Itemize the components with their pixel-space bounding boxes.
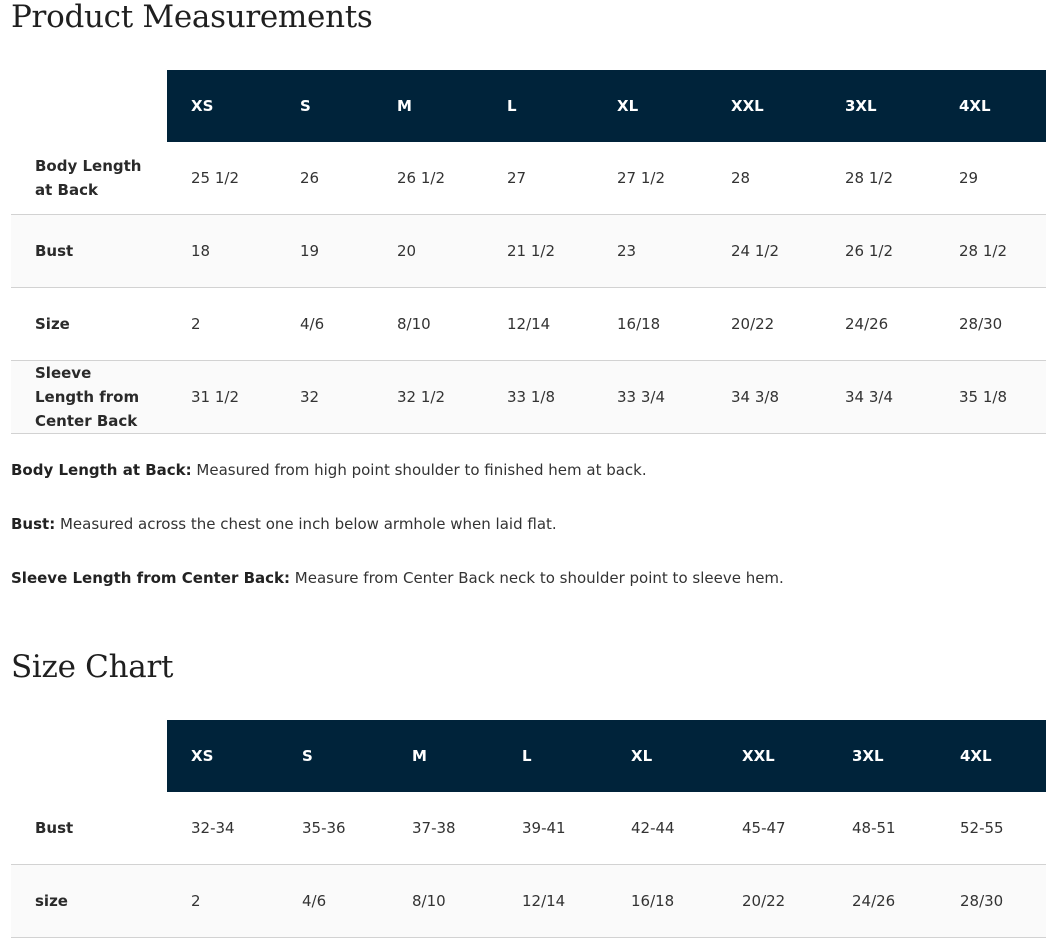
- note-sleeve-length: [11, 569, 784, 587]
- header-size-xl: XL: [593, 70, 707, 142]
- table-cell: 21 1/2: [483, 215, 593, 288]
- table-cell: 39-41: [498, 792, 607, 865]
- row-label: Body Length at Back: [11, 142, 167, 215]
- header-size-3xl: 3XL: [828, 720, 936, 792]
- table-cell: 12/14: [498, 865, 607, 938]
- header-size-l: L: [483, 70, 593, 142]
- table-cell: 27: [483, 142, 593, 215]
- table-row: [11, 792, 1046, 865]
- size-chart-title: Size Chart: [11, 649, 174, 685]
- table-cell: 33 3/4: [593, 361, 707, 434]
- table-cell: 4/6: [278, 865, 388, 938]
- table-cell: 28: [707, 142, 821, 215]
- row-label: Size: [11, 288, 167, 361]
- note-bust: [11, 515, 557, 533]
- table-cell: 52-55: [936, 792, 1046, 865]
- header-size-xl: XL: [607, 720, 718, 792]
- table-cell: 12/14: [483, 288, 593, 361]
- table-cell: 29: [935, 142, 1046, 215]
- table-cell: 42-44: [607, 792, 718, 865]
- table-cell: 28/30: [935, 288, 1046, 361]
- table-cell: 24/26: [828, 865, 936, 938]
- table-cell: 8/10: [388, 865, 498, 938]
- table-cell: 27 1/2: [593, 142, 707, 215]
- header-size-4xl: 4XL: [935, 70, 1046, 142]
- table-cell: 33 1/8: [483, 361, 593, 434]
- row-label: size: [11, 865, 167, 938]
- table-row: [11, 215, 1046, 288]
- table-cell: 28/30: [936, 865, 1046, 938]
- header-size-s: S: [278, 720, 388, 792]
- table-cell: 34 3/8: [707, 361, 821, 434]
- table-cell: 8/10: [373, 288, 483, 361]
- note-text: Measured from high point shoulder to finished hem at back.: [191, 461, 647, 479]
- header-size-xxl: XXL: [707, 70, 821, 142]
- header-size-xxl: XXL: [718, 720, 828, 792]
- table-cell: 20/22: [718, 865, 828, 938]
- table-cell: 48-51: [828, 792, 936, 865]
- table-cell: 16/18: [607, 865, 718, 938]
- header-size-4xl: 4XL: [936, 720, 1046, 792]
- table-cell: 32: [276, 361, 373, 434]
- table-cell: 28 1/2: [935, 215, 1046, 288]
- table-row: [11, 142, 1046, 215]
- table-cell: 26 1/2: [821, 215, 935, 288]
- table-cell: 20: [373, 215, 483, 288]
- table-cell: 32-34: [167, 792, 278, 865]
- header-size-xs: XS: [167, 720, 278, 792]
- table-cell: 2: [167, 288, 276, 361]
- header-size-s: S: [276, 70, 373, 142]
- table-row: [11, 361, 1046, 434]
- header-size-l: L: [498, 720, 607, 792]
- table-cell: 19: [276, 215, 373, 288]
- table-cell: 31 1/2: [167, 361, 276, 434]
- table-cell: 18: [167, 215, 276, 288]
- table-cell: 45-47: [718, 792, 828, 865]
- header-size-xs: XS: [167, 70, 276, 142]
- product-measurements-table: [11, 70, 1046, 434]
- table-cell: 24 1/2: [707, 215, 821, 288]
- header-row: [11, 70, 1046, 142]
- product-measurements-title: Product Measurements: [11, 0, 373, 35]
- table-cell: 23: [593, 215, 707, 288]
- table-cell: 28 1/2: [821, 142, 935, 215]
- note-term: Sleeve Length from Center Back:: [11, 569, 291, 587]
- table-cell: 26 1/2: [373, 142, 483, 215]
- table-cell: 32 1/2: [373, 361, 483, 434]
- note-text: Measure from Center Back neck to shoulder point to sleeve hem.: [290, 569, 784, 587]
- table-cell: 4/6: [276, 288, 373, 361]
- table-cell: 35 1/8: [935, 361, 1046, 434]
- header-corner: [11, 70, 167, 142]
- table-cell: 20/22: [707, 288, 821, 361]
- header-size-m: M: [388, 720, 498, 792]
- row-label: Sleeve Length from Center Back: [11, 361, 167, 434]
- note-term: Bust:: [11, 515, 56, 533]
- row-label: Bust: [11, 792, 167, 865]
- table-cell: 37-38: [388, 792, 498, 865]
- size-chart-table: [11, 720, 1046, 938]
- note-text: Measured across the chest one inch below armhole when laid flat.: [55, 515, 557, 533]
- table-cell: 35-36: [278, 792, 388, 865]
- header-size-m: M: [373, 70, 483, 142]
- table-cell: 26: [276, 142, 373, 215]
- note-body-length: [11, 461, 647, 479]
- header-size-3xl: 3XL: [821, 70, 935, 142]
- table-cell: 24/26: [821, 288, 935, 361]
- table-cell: 2: [167, 865, 278, 938]
- table-row: [11, 865, 1046, 938]
- row-label: Bust: [11, 215, 167, 288]
- table-cell: 25 1/2: [167, 142, 276, 215]
- note-term: Body Length at Back:: [11, 461, 192, 479]
- table-row: [11, 288, 1046, 361]
- table-cell: 16/18: [593, 288, 707, 361]
- table-cell: 34 3/4: [821, 361, 935, 434]
- header-corner: [11, 720, 167, 792]
- header-row: [11, 720, 1046, 792]
